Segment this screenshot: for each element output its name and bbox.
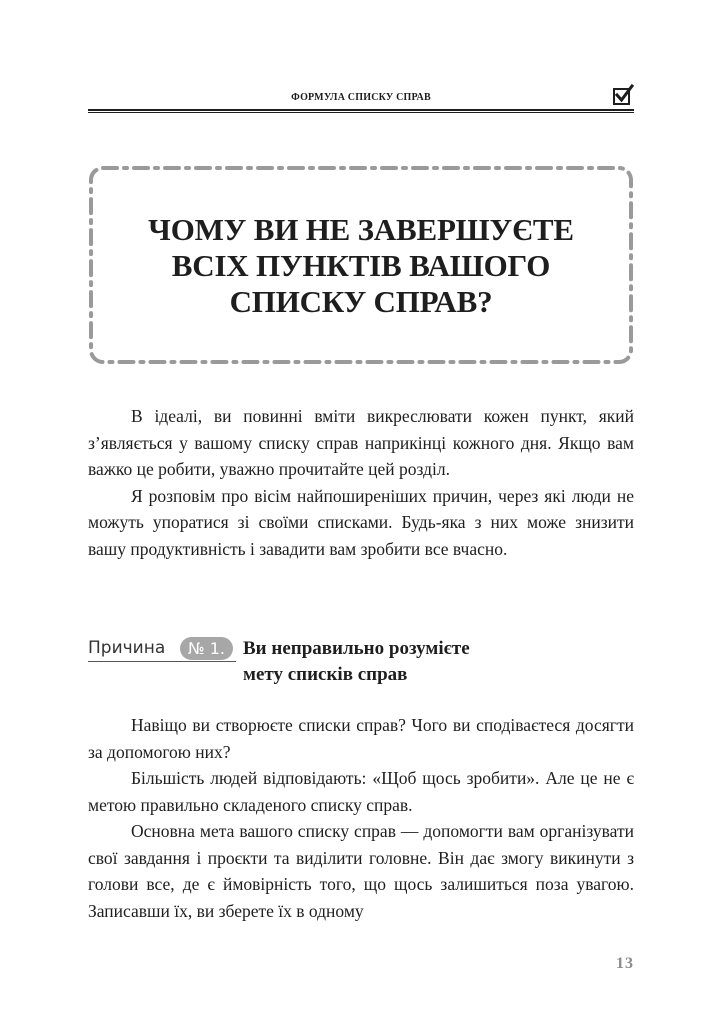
reason-number-badge: № 1. (180, 637, 233, 660)
chapter-title-line: ЧОМУ ВИ НЕ ЗАВЕРШУЄТЕ (148, 212, 574, 247)
paragraph: Навіщо ви створюєте списки справ? Чого ви сподіваєтеся досягти за допомогою них? (88, 715, 634, 762)
chapter-title-line: СПИСКУ СПРАВ? (229, 284, 493, 319)
paragraph: Більшість людей відповідають: «Щоб щось зробити». Але це не є метою правильно складеного списку справ. (88, 768, 634, 815)
header-rule (88, 109, 634, 113)
running-header-title: ФОРМУЛА СПИСКУ СПРАВ (291, 92, 431, 103)
reason-heading (243, 636, 623, 688)
reason-label: Причина (88, 638, 166, 658)
page-number: 13 (616, 955, 634, 972)
paragraph: В ідеалі, ви повинні вміти викреслювати кожен пункт, який з’являється у вашому списку справ наприкінці кожного дня. Якщо вам важко це робити, уважно прочитайте цей розділ. (88, 406, 634, 479)
running-header (88, 84, 634, 112)
paragraph: Я розповім про вісім найпоширеніших причин, через які люди не можуть упоратися зі своїми списками. Будь-яка з них може знизити вашу продуктивність і завадити вам зробити все вчасно. (88, 485, 634, 559)
checkbox-check-icon (612, 84, 634, 106)
body-text (88, 712, 634, 924)
reason-heading-block (88, 636, 634, 692)
reason-heading-line: мету списків справ (243, 664, 408, 685)
intro-text (88, 403, 634, 562)
chapter-title-line: ВСІХ ПУНКТІВ ВАШОГО (171, 248, 551, 283)
chapter-title (88, 212, 634, 320)
paragraph: Основна мета вашого списку справ — допомогти вам організувати свої завдання і проєкти та виділити головне. Він дає змогу викинути з голови все, де є ймовірність того, що щось залишиться поза увагою. Записавши їх, ви зберете їх в одному (88, 821, 634, 921)
reason-underline (88, 661, 236, 662)
reason-heading-line: Ви неправильно розумієте (243, 638, 470, 659)
